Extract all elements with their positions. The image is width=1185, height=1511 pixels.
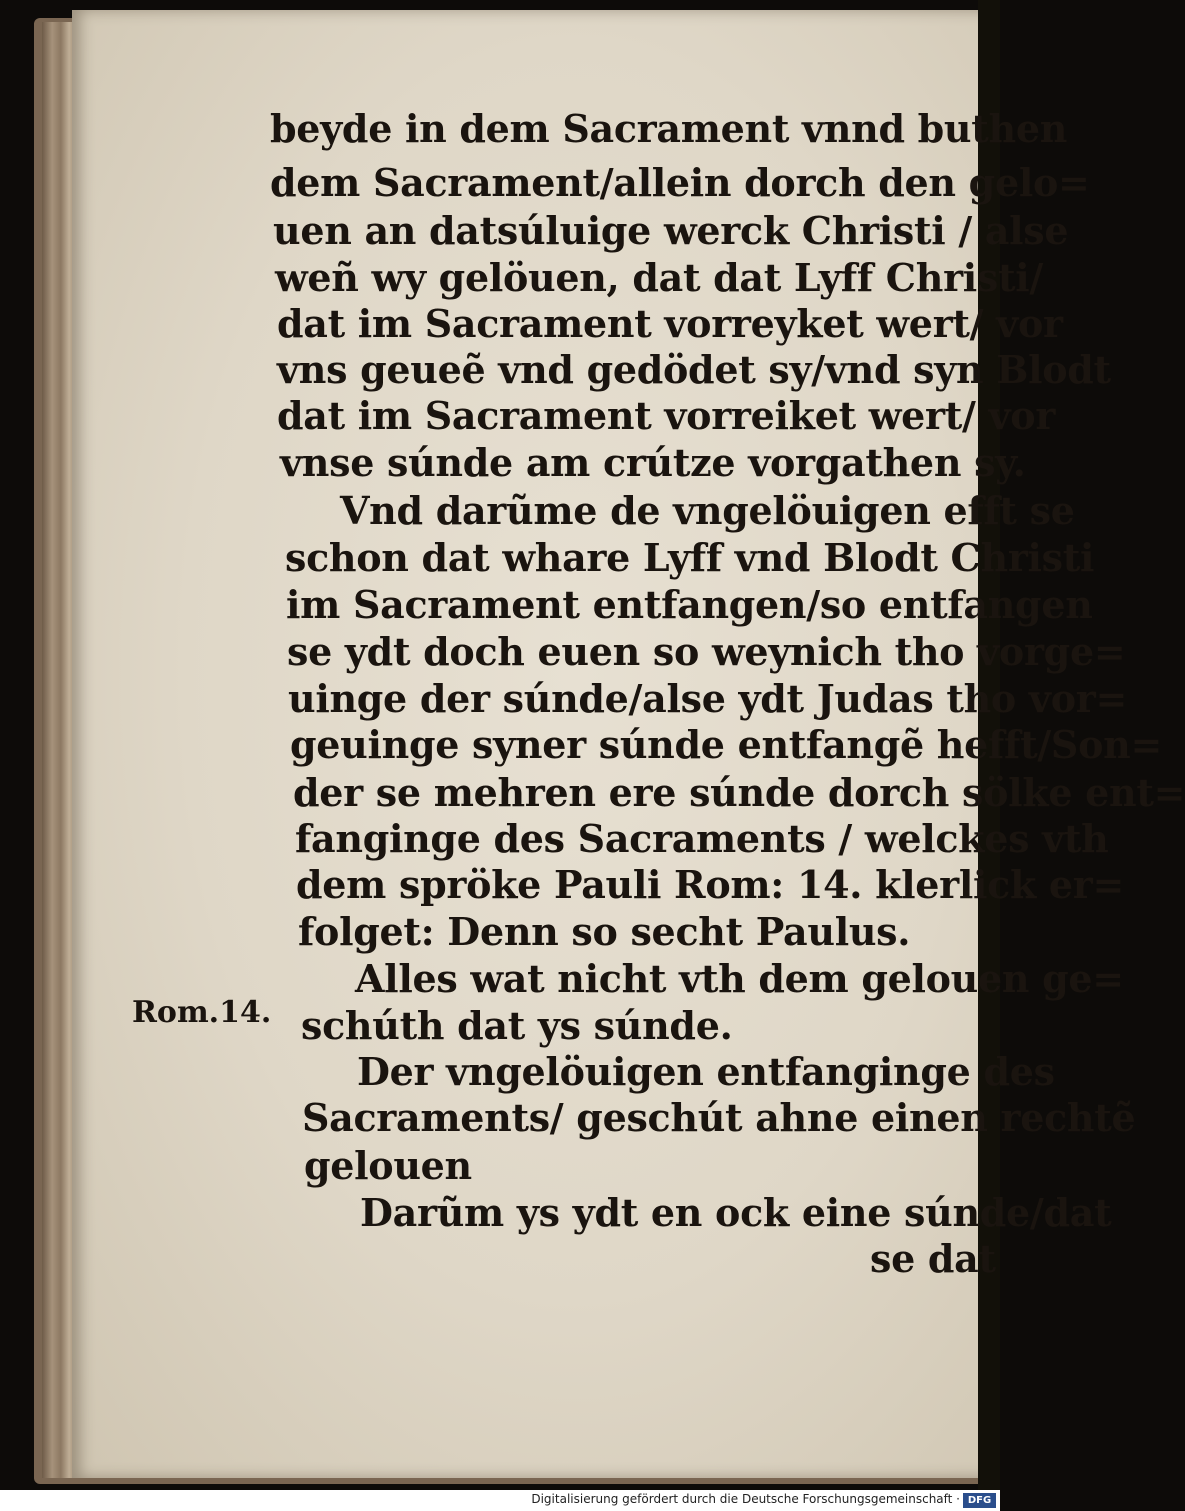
text-line: dem Sacrament/allein dorch den gelo=	[270, 160, 1090, 205]
page-edges	[42, 22, 76, 1478]
text-line: folget: Denn so secht Paulus.	[298, 909, 911, 954]
text-line: schon dat whare Lyff vnd Blodt Christi	[285, 535, 1095, 580]
text-line: Darũm ys ydt en ock eine súnde/dat	[360, 1190, 1112, 1235]
text-line: weñ wy gelöuen, dat dat Lyff Christi/	[275, 255, 1043, 300]
text-line: der se mehren ere súnde dorch sölke ent=	[293, 770, 1185, 815]
footer-credit: Digitalisierung gefördert durch die Deutsche Forschungsgemeinschaft ·	[531, 1492, 960, 1506]
text-line: se ydt doch euen so weynich tho vorge=	[287, 629, 1126, 674]
text-line: im Sacrament entfangen/so entfangen	[286, 582, 1093, 627]
text-line: uinge der súnde/alse ydt Judas tho vor=	[288, 676, 1127, 721]
text-line: Vnd darũme de vngelöuigen efft se	[340, 488, 1075, 533]
text-line: Der vngelöuigen entfanginge des	[357, 1049, 1055, 1094]
text-line: fanginge des Sacraments / welckes vth	[295, 816, 1109, 861]
text-line: Alles wat nicht vth dem gelouen ge=	[355, 956, 1124, 1001]
text-line: vns geueẽ vnd gedödet sy/vnd syn Blodt	[277, 347, 1111, 392]
text-line: schúth dat ys súnde.	[301, 1003, 733, 1048]
text-line: gelouen	[304, 1143, 472, 1188]
text-line: beyde in dem Sacrament vnnd buthen	[270, 106, 1068, 151]
text-line: uen an datsúluige werck Christi / alse	[273, 208, 1069, 253]
text-line: geuinge syner súnde entfangẽ hefft/Son=	[290, 722, 1162, 767]
catchword: se dat	[870, 1236, 996, 1281]
text-line: dat im Sacrament vorreiket wert/ vor	[277, 393, 1056, 438]
text-line: dat im Sacrament vorreyket wert/ vor	[277, 301, 1063, 346]
text-line: dem spröke Pauli Rom: 14. klerlick er=	[296, 862, 1125, 907]
text-line: vnse súnde am crútze vorgathen sy.	[280, 440, 1026, 485]
margin-note: Rom.14.	[132, 995, 272, 1030]
dfg-logo: DFG	[963, 1493, 996, 1508]
text-line: Sacraments/ geschút ahne einen rechtẽ	[302, 1095, 1136, 1140]
